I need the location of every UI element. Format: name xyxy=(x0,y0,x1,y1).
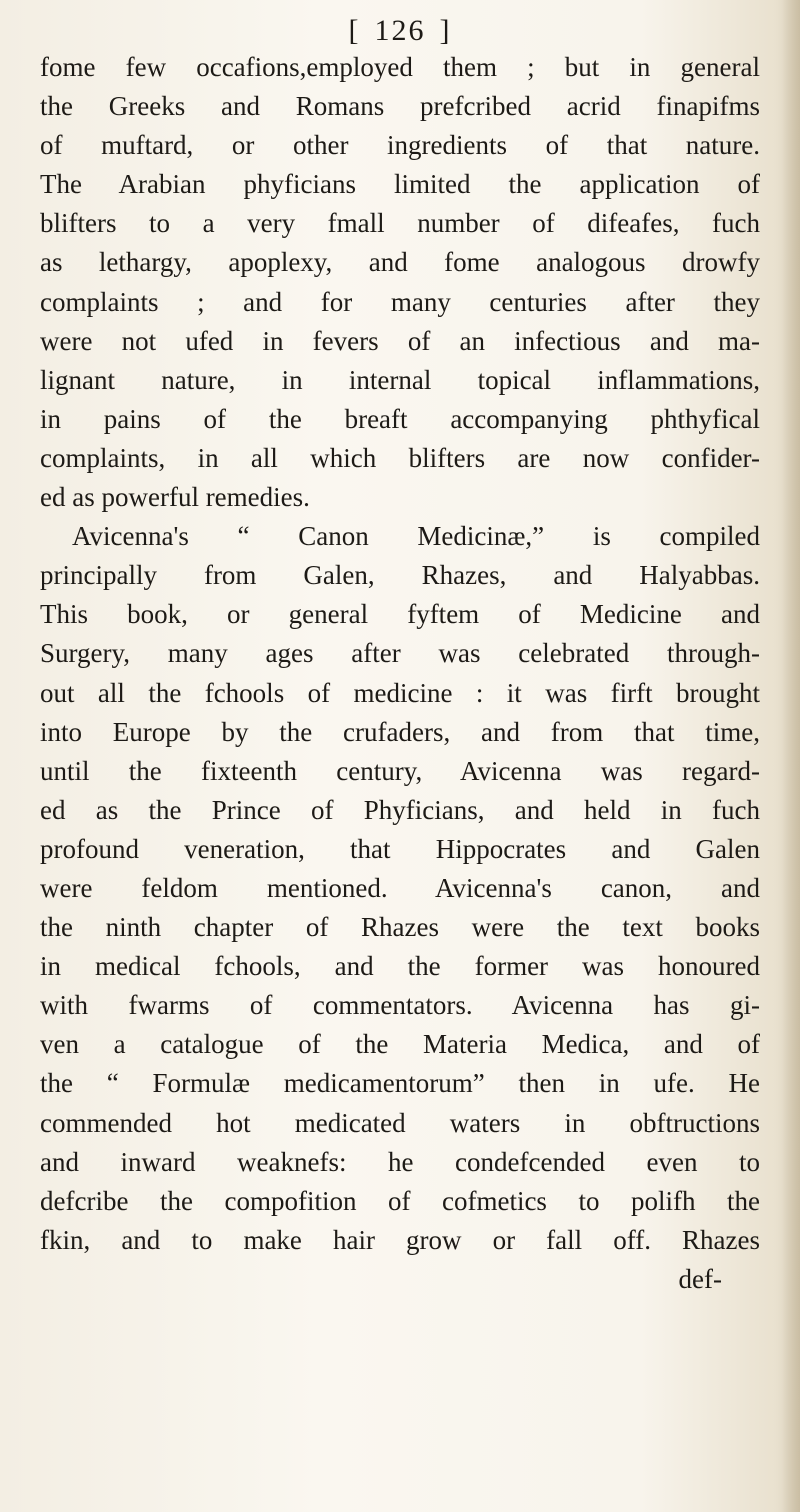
text-line: in pains of the breaft accompanying phthyfical xyxy=(40,403,760,434)
text-line: complaints ; and for many centuries after they xyxy=(40,286,760,317)
text-line: were not ufed in fevers of an infectious and ma- xyxy=(40,325,760,356)
text-line: principally from Galen, Rhazes, and Halyabbas. xyxy=(40,560,760,591)
body-text xyxy=(40,48,760,1299)
text-line: with fwarms of commentators. Avicenna has gi- xyxy=(40,990,760,1021)
text-line: The Arabian phyficians limited the application of xyxy=(40,169,760,200)
text-line: profound veneration, that Hippocrates and Galen xyxy=(40,833,760,864)
page-number: 126 xyxy=(374,14,426,47)
text-line: the “ Formulæ medicamentorum” then in ufe. He xyxy=(40,1068,760,1099)
text-line: out all the fchools of medicine : it was firft brought xyxy=(40,677,760,708)
text-line: the ninth chapter of Rhazes were the text books xyxy=(40,912,760,943)
page-number-header xyxy=(0,14,800,48)
text-line: commended hot medicated waters in obftructions xyxy=(40,1107,760,1138)
text-line: ven a catalogue of the Materia Medica, and of xyxy=(40,1029,760,1060)
text-line: Avicenna's “ Canon Medicinæ,” is compiled xyxy=(72,521,760,552)
text-line: fkin, and to make hair grow or fall off. Rhazes xyxy=(40,1224,760,1255)
text-line: lignant nature, in internal topical inflammations, xyxy=(40,364,760,395)
text-line: fome few occafions,employed them ; but in general xyxy=(40,52,760,82)
text-line: the Greeks and Romans prefcribed acrid finapifms xyxy=(40,91,760,122)
text-line: ed as the Prince of Phyficians, and held in fuch xyxy=(40,794,760,825)
text-line: blifters to a very fmall number of difeafes, fuch xyxy=(40,208,760,239)
text-line: Surgery, many ages after was celebrated through- xyxy=(40,638,760,669)
text-line: defcribe the compofition of cofmetics to polifh the xyxy=(40,1185,760,1216)
page-edge-shadow xyxy=(782,0,800,1512)
text-line: of muftard, or other ingredients of that nature. xyxy=(40,130,760,161)
text-line: This book, or general fyftem of Medicine and xyxy=(40,599,760,630)
page-number-bracket-open: [ xyxy=(348,14,361,47)
text-line: and inward weaknefs: he condefcended even to xyxy=(40,1146,760,1177)
catchword: def- xyxy=(678,1263,722,1294)
page-number-bracket-close: ] xyxy=(439,14,452,47)
text-line: ed as powerful remedies. xyxy=(40,482,310,513)
text-line: complaints, in all which blifters are now confider- xyxy=(40,442,760,473)
text-line: as lethargy, apoplexy, and fome analogous drowfy xyxy=(40,247,760,278)
text-line: in medical fchools, and the former was honoured xyxy=(40,951,760,982)
text-line: into Europe by the crufaders, and from that time, xyxy=(40,716,760,747)
text-line: until the fixteenth century, Avicenna was regard- xyxy=(40,755,760,786)
text-line: were feldom mentioned. Avicenna's canon, and xyxy=(40,872,760,903)
